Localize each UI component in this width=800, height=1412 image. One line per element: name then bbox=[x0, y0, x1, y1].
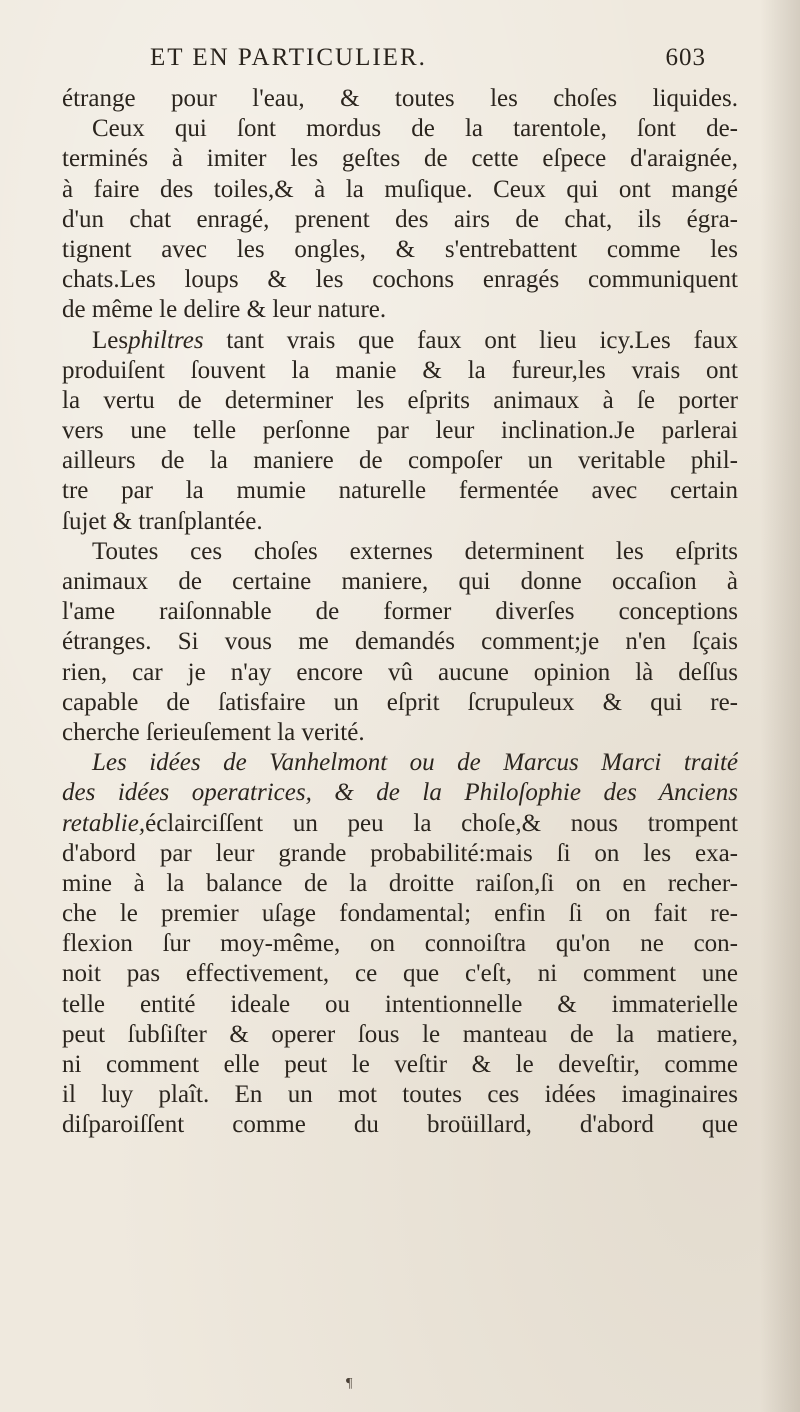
page-number: 603 bbox=[665, 44, 706, 71]
text-line: Ceux qui ſont mordus de la tarentole, ſont de- bbox=[92, 115, 738, 143]
text-line bbox=[62, 809, 738, 839]
page-edge-shadow bbox=[760, 0, 800, 1412]
text-line: cherche ſerieuſement la verité. bbox=[62, 718, 365, 746]
text-line: che le premier uſage fondamental; enfin ſi on fait re- bbox=[62, 900, 738, 928]
text-line: étrange pour l'eau, & toutes les choſes liquides. bbox=[62, 85, 738, 112]
text-line: ailleurs de la maniere de compoſer un veritable phil- bbox=[62, 447, 738, 475]
text-line: à faire des toiles,& à la muſique. Ceux qui ont mangé bbox=[62, 175, 738, 203]
italic-line: des idées operatrices, & de la Philoſophie des Anciens bbox=[62, 779, 738, 807]
text-line: ni comment elle peut le veſtir & le deveſtir, comme bbox=[62, 1051, 738, 1078]
text-line: Toutes ces choſes externes determinent les eſprits bbox=[92, 537, 738, 565]
text-line: d'abord par leur grande probabilité:mais ſi on les exa- bbox=[62, 839, 738, 867]
text-line: d'un chat enragé, prenent des airs de chat, ils égra- bbox=[62, 205, 738, 233]
text-line: terminés à imiter les geſtes de cette eſpece d'araignée, bbox=[62, 145, 738, 173]
text-line: vers une telle perſonne par leur inclination.Je parlerai bbox=[62, 417, 738, 445]
text-line bbox=[62, 326, 738, 356]
text-line: peut ſubſiſter & operer ſous le manteau de la matiere, bbox=[62, 1020, 738, 1048]
text-line: ſujet & tranſplantée. bbox=[62, 507, 263, 535]
footer-mark: ¶ bbox=[346, 1376, 353, 1391]
italic-term: philtres bbox=[128, 326, 204, 354]
text-line: tre par la mumie naturelle fermentée avec certain bbox=[62, 477, 738, 505]
text-line: noit pas effectivement, ce que c'eſt, ni comment une bbox=[62, 960, 738, 988]
text-line: telle entité ideale ou intentionnelle & immaterielle bbox=[62, 990, 738, 1018]
text-fragment: éclairciſſent un peu la choſe,& nous trompent bbox=[145, 809, 738, 837]
text-line: tignent avec les ongles, & s'entrebattent comme les bbox=[62, 235, 738, 263]
text-line: chats.Les loups & les cochons enragés communiquent bbox=[62, 266, 738, 294]
italic-line: Les idées de Vanhelmont ou de Marcus Marci traité bbox=[92, 749, 738, 777]
page-header bbox=[150, 44, 706, 80]
text-line: diſparoiſſent comme du broüillard, d'abord que bbox=[62, 1111, 738, 1139]
text-fragment: tant vrais que faux ont lieu icy.Les faux bbox=[226, 326, 738, 354]
text-line: rien, car je n'ay encore vû aucune opinion là deſſus bbox=[62, 658, 738, 686]
text-line: produiſent ſouvent la manie & la fureur,les vrais ont bbox=[62, 356, 738, 384]
text-line: il luy plaît. En un mot toutes ces idées imaginaires bbox=[62, 1081, 738, 1109]
text-line: capable de ſatisfaire un eſprit ſcrupuleux & qui re- bbox=[62, 688, 738, 716]
running-head: ET EN PARTICULIER. bbox=[150, 44, 427, 71]
text-line: flexion ſur moy-même, on connoiſtra qu'on ne con- bbox=[62, 930, 738, 958]
text-line: l'ame raiſonnable de former diverſes conceptions bbox=[62, 598, 738, 626]
body-text bbox=[62, 84, 738, 1141]
text-line: mine à la balance de la droitte raiſon,ſi on en recher- bbox=[62, 869, 738, 897]
text-line: étranges. Si vous me demandés comment;je n'en ſçais bbox=[62, 628, 738, 656]
text-line: la vertu de determiner les eſprits animaux à ſe porter bbox=[62, 386, 738, 414]
text-line: de même le delire & leur nature. bbox=[62, 296, 387, 324]
italic-term: retablie, bbox=[62, 809, 146, 837]
text-fragment: Les bbox=[92, 326, 129, 354]
text-line: animaux de certaine maniere, qui donne occaſion à bbox=[62, 568, 738, 595]
